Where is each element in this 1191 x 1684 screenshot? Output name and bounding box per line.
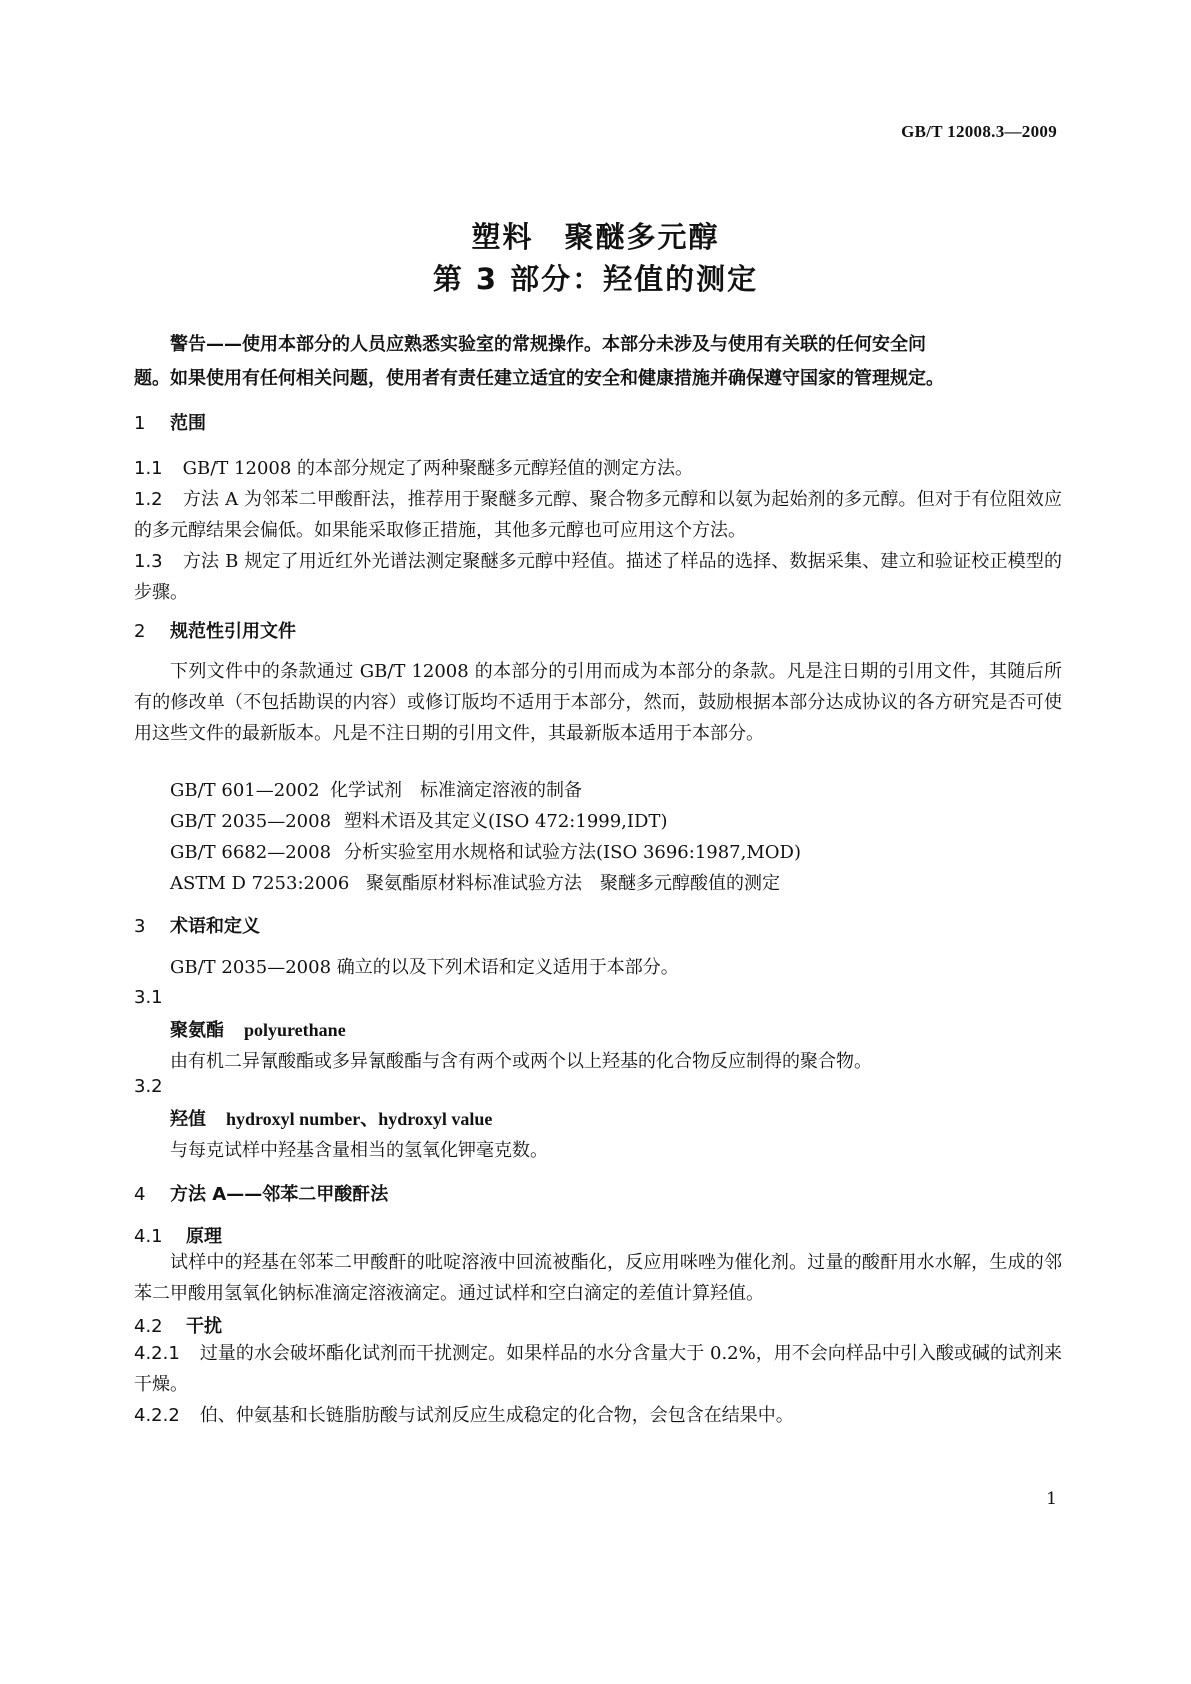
intro-text: GB/T 2035—2008 确立的以及下列术语和定义适用于本部分。 (170, 957, 679, 978)
document-subtitle: 第 3 部分：羟值的测定 (432, 262, 759, 296)
term-3-2 (170, 1105, 492, 1131)
term-3-1 (170, 1016, 346, 1042)
warning-line-2: 题。如果使用有任何相关问题，使用者有责任建立适宜的安全和健康措施并确保遵守国家的管理规定。 (134, 368, 944, 389)
section-title: 术语和定义 (170, 916, 260, 937)
clause-1-3 (134, 546, 1062, 608)
reference-code: GB/T 601—2002 (170, 780, 320, 801)
clause-4-2-1 (134, 1338, 1062, 1400)
section-number: 1 (134, 413, 146, 434)
term-chinese: 羟值 (170, 1109, 206, 1130)
section-2-intro (134, 656, 1062, 749)
clause-1-1 (134, 453, 1062, 484)
section-number: 3 (134, 916, 146, 937)
section-1-body (134, 453, 1062, 608)
subsection-4-1-body (134, 1247, 1062, 1309)
clause-1-2 (134, 484, 1062, 546)
term-chinese: 聚氨酯 (170, 1020, 224, 1041)
subsection-number: 4.2 (134, 1316, 163, 1337)
section-3-heading (134, 912, 260, 938)
reference-title: 化学试剂 标准滴定溶液的制备 (330, 780, 582, 801)
reference-title: 塑料术语及其定义(ISO 472:1999,IDT) (344, 811, 668, 832)
term-3-2-number: 3.2 (134, 1076, 163, 1097)
reference-item (170, 806, 801, 837)
clause-number: 4.2.1 (134, 1343, 180, 1364)
section-number: 4 (134, 1184, 146, 1205)
section-title: 方法 A——邻苯二甲酸酐法 (170, 1184, 389, 1205)
section-2-heading (134, 617, 296, 643)
clause-text: 方法 A 为邻苯二甲酸酐法，推荐用于聚醚多元醇、聚合物多元醇和以氨为起始剂的多元醇。但对于有位阻效应的多元醇结果会偏低。如果能采取修正措施，其他多元醇也可应用这个方法。 (134, 489, 1062, 541)
subsection-4-2-heading (134, 1312, 222, 1338)
term-english: polyurethane (244, 1020, 346, 1040)
principle-text: 试样中的羟基在邻苯二甲酸酐的吡啶溶液中回流被酯化，反应用咪唑为催化剂。过量的酸酐用水水解，生成的邻苯二甲酸用氢氧化钠标准滴定溶液滴定。通过试样和空白滴定的差值计算羟值。 (134, 1252, 1062, 1304)
section-title: 规范性引用文件 (170, 621, 296, 642)
section-3-intro (134, 952, 1062, 983)
reference-code: GB/T 2035—2008 (170, 811, 332, 832)
reference-code: ASTM D 7253:2006 (170, 873, 350, 894)
reference-title: 聚氨酯原材料标准试验方法 聚醚多元醇酸值的测定 (366, 873, 780, 894)
clause-number: 1.1 (134, 458, 163, 479)
standard-number: GB/T 12008.3—2009 (901, 122, 1057, 141)
intro-text: 下列文件中的条款通过 GB/T 12008 的本部分的引用而成为本部分的条款。凡是注日期的引用文件，其随后所有的修改单（不包括勘误的内容）或修订版均不适用于本部分，然而，鼓励根据本部分达成协议的各方研究是否可使用这些文件的最新版本。凡是不注日期的引用文件，其最新版本适用于本部分。 (134, 661, 1062, 744)
clause-text: 伯、仲氨基和长链脂肪酸与试剂反应生成稳定的化合物，会包含在结果中。 (199, 1405, 794, 1426)
page-number: 1 (1046, 1489, 1057, 1509)
clause-number: 4.2.2 (134, 1405, 180, 1426)
warning-block (134, 328, 1062, 396)
reference-item (170, 868, 801, 899)
subsection-title: 原理 (186, 1226, 222, 1247)
subsection-title: 干扰 (186, 1316, 222, 1337)
clause-text: 过量的水会破坏酯化试剂而干扰测定。如果样品的水分含量大于 0.2%，用不会向样品中引入酸或碱的试剂来干燥。 (134, 1343, 1062, 1395)
term-3-1-definition: 由有机二异氰酸酯或多异氰酸酯与含有两个或两个以上羟基的化合物反应制得的聚合物。 (170, 1051, 872, 1072)
reference-item (170, 775, 801, 806)
term-3-1-number: 3.1 (134, 987, 163, 1008)
section-1-heading (134, 409, 206, 435)
subsection-number: 4.1 (134, 1226, 163, 1247)
section-4-heading (134, 1180, 388, 1206)
term-3-2-definition: 与每克试样中羟基含量相当的氢氧化钾毫克数。 (170, 1140, 548, 1161)
reference-title: 分析实验室用水规格和试验方法(ISO 3696:1987,MOD) (344, 842, 801, 863)
section-number: 2 (134, 621, 146, 642)
clause-number: 1.2 (134, 489, 163, 510)
normative-references (170, 775, 801, 899)
document-title: 塑料 聚醚多元醇 (471, 220, 720, 254)
reference-item (170, 837, 801, 868)
warning-line-1: 警告——使用本部分的人员应熟悉实验室的常规操作。本部分未涉及与使用有关联的任何安全问 (170, 334, 926, 355)
subsection-4-1-heading (134, 1222, 222, 1248)
clause-text: 方法 B 规定了用近红外光谱法测定聚醚多元醇中羟值。描述了样品的选择、数据采集、建立和验证校正模型的步骤。 (134, 551, 1062, 603)
clause-text: GB/T 12008 的本部分规定了两种聚醚多元醇羟值的测定方法。 (182, 458, 694, 479)
section-title: 范围 (170, 413, 206, 434)
clause-4-2-2 (134, 1400, 1062, 1431)
subsection-4-2-body (134, 1338, 1062, 1431)
clause-number: 1.3 (134, 551, 163, 572)
reference-code: GB/T 6682—2008 (170, 842, 332, 863)
term-english: hydroxyl number、hydroxyl value (226, 1109, 493, 1129)
